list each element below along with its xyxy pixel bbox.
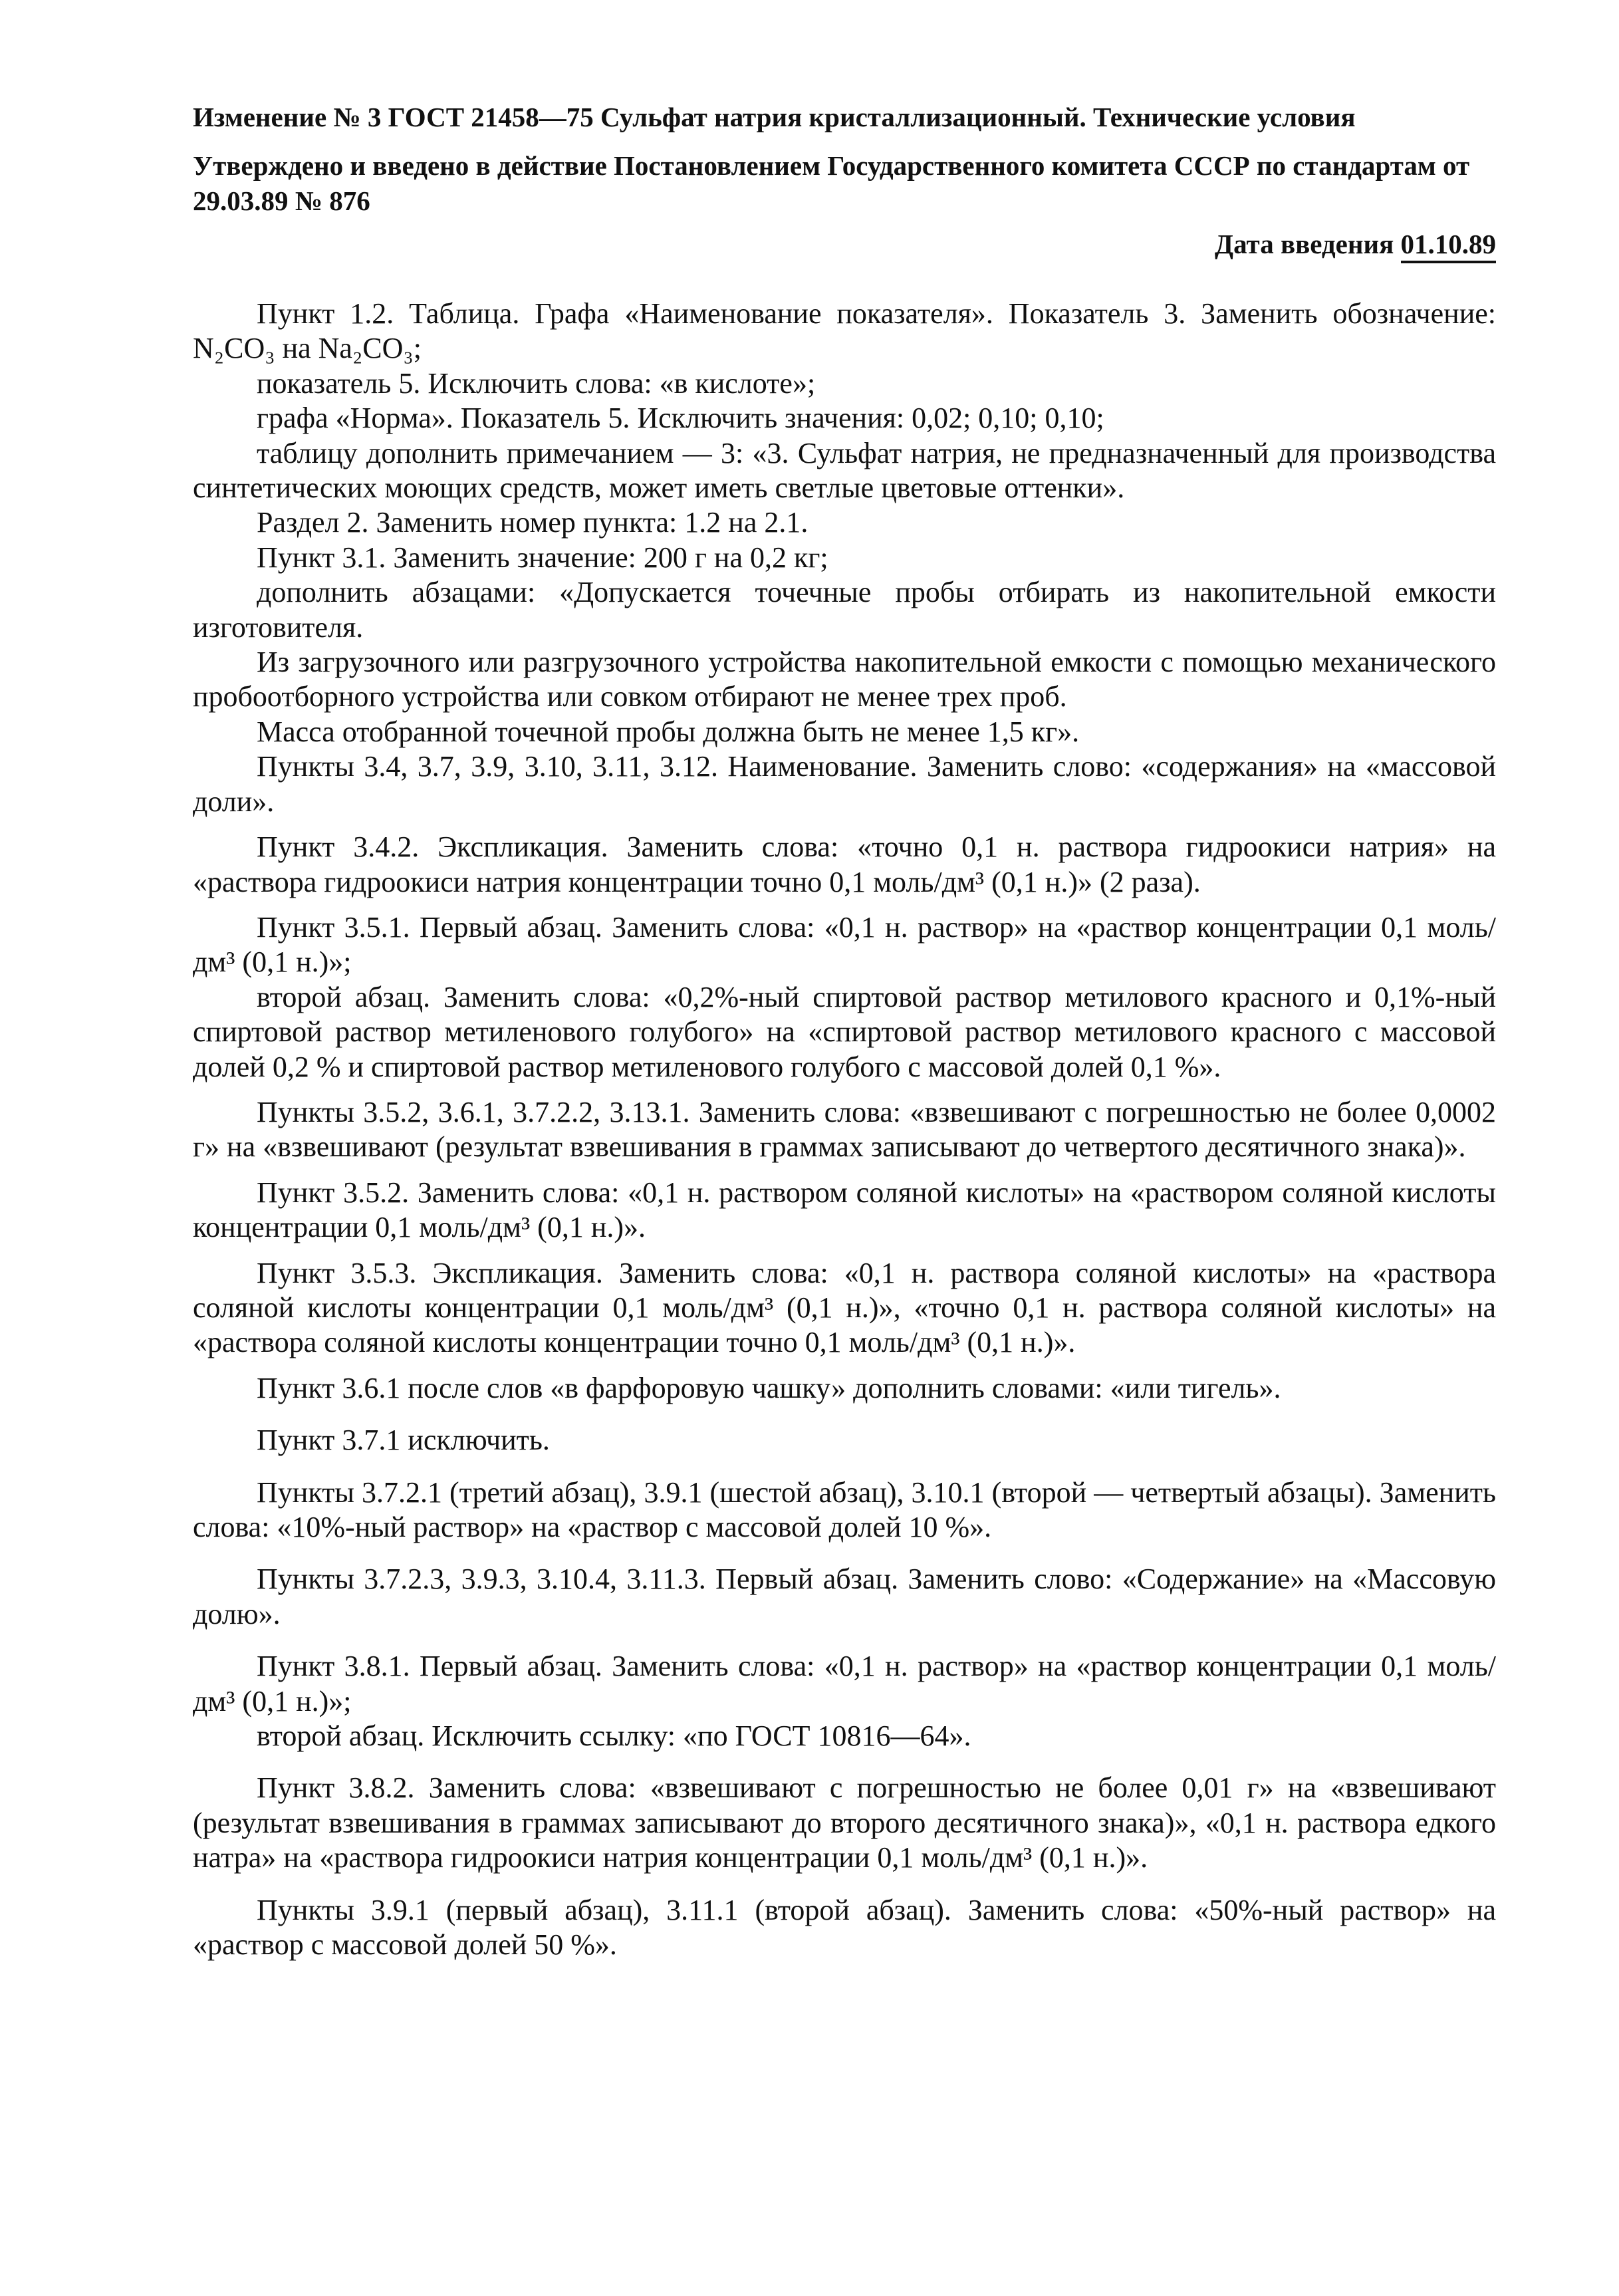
paragraph: Пункт 3.1. Заменить значение: 200 г на 0,2 кг; <box>257 541 828 574</box>
paragraph: Пункты 3.9.1 (первый абзац), 3.11.1 (второй абзац). Заменить слова: «50%-ный раствор» на «раствор с массовой долей 50 %». <box>193 1893 1496 1962</box>
paragraph: Пункты 3.7.2.1 (третий абзац), 3.9.1 (шестой абзац), 3.10.1 (второй — четвертый абзацы). Заменить слова: «10%-ный раствор» на «раствор с массовой долей 10 %». <box>193 1475 1496 1543</box>
paragraph: Пункт 3.5.2. Заменить слова: «0,1 н. раствором соляной кислоты» на «раствором соляной кислоты концентрации 0,1 моль/дм³ (0,1 н.)». <box>193 1176 1496 1244</box>
paragraph: Пункт 1.2. Таблица. Графа «Наименование показателя». Показатель 3. Заменить обозначение: N₂CO₃ на Na₂CO₃; <box>193 297 1496 365</box>
paragraph: графа «Норма». Показатель 5. Исключить значения: 0,02; 0,10; 0,10; <box>257 402 1104 435</box>
amendment-body <box>193 297 1496 1962</box>
paragraph: Масса отобранной точечной пробы должна быть не менее 1,5 кг». <box>257 715 1080 748</box>
paragraph: Пункт 3.5.1. Первый абзац. Заменить слова: «0,1 н. раствор» на «раствор концентрации 0,1 моль/дм³ (0,1 н.)»; <box>193 910 1496 979</box>
document-page <box>193 100 1496 1962</box>
paragraph: Пункт 3.8.1. Первый абзац. Заменить слова: «0,1 н. раствор» на «раствор концентрации 0,1 моль/дм³ (0,1 н.)»; <box>193 1650 1496 1718</box>
paragraph: Раздел 2. Заменить номер пункта: 1.2 на 2.1. <box>257 506 809 539</box>
paragraph: Пункты 3.5.2, 3.6.1, 3.7.2.2, 3.13.1. Заменить слова: «взвешивают с погрешностью не более 0,0002 г» на «взвешивают (результат взвешивания в граммах записывают до четвертого десятичного знака)». <box>193 1095 1496 1164</box>
paragraph: второй абзац. Заменить слова: «0,2%-ный спиртовой раствор метилового красного и 0,1%-ный спиртовой раствор метиленового голубого» на «спиртовой раствор метилового красного с массовой долей 0,2 % и спиртовой раствор метиленового голубого с массовой долей 0,1 %». <box>193 980 1496 1083</box>
paragraph: Пункт 3.7.1 исключить. <box>257 1424 550 1457</box>
effective-date <box>193 227 1496 262</box>
paragraph: Пункты 3.7.2.3, 3.9.3, 3.10.4, 3.11.3. Первый абзац. Заменить слово: «Содержание» на «Массовую долю». <box>193 1563 1496 1630</box>
approval-statement: Утверждено и введено в действие Постановлением Государственного комитета СССР по стандартам от 29.03.89 № 876 <box>193 150 1470 216</box>
paragraph: второй абзац. Исключить ссылку: «по ГОСТ 10816—64». <box>257 1720 971 1753</box>
paragraph: показатель 5. Исключить слова: «в кислоте»; <box>257 366 816 400</box>
paragraph: Пункт 3.8.2. Заменить слова: «взвешивают с погрешностью не более 0,01 г» на «взвешивают (результат взвешивания в граммах записывают до второго десятичного знака)», «0,1 н. раствора едкого натра» на «раствора гидроокиси натрия концентрации 0,1 моль/дм³ (0,1 н.)». <box>193 1771 1496 1874</box>
paragraph: Пункт 3.6.1 после слов «в фарфоровую чашку» дополнить словами: «или тигель». <box>257 1371 1281 1404</box>
paragraph: Пункт 3.5.3. Экспликация. Заменить слова: «0,1 н. раствора соляной кислоты» на «раствора соляной кислоты концентрации 0,1 моль/дм³ (0,1 н.)», «точно 0,1 н. раствора соляной кислоты» на «раствора соляной кислоты концентрации точно 0,1 моль/дм³ (0,1 н.)». <box>193 1256 1496 1359</box>
effective-date-value: 01.10.89 <box>1401 229 1497 263</box>
paragraph: таблицу дополнить примечанием — 3: «3. Сульфат натрия, не предназначенный для производства синтетических моющих средств, может иметь светлые цветовые оттенки». <box>193 436 1496 505</box>
effective-date-label: Дата введения <box>1214 229 1394 259</box>
document-header <box>193 100 1496 262</box>
paragraph: Пункт 3.4.2. Экспликация. Заменить слова: «точно 0,1 н. раствора гидроокиси натрия» на «раствора гидроокиси натрия концентрации точно 0,1 моль/дм³ (0,1 н.)» (2 раза). <box>193 830 1496 898</box>
paragraph: Пункты 3.4, 3.7, 3.9, 3.10, 3.11, 3.12. Наименование. Заменить слово: «содержания» на «массовой доли». <box>193 750 1496 818</box>
paragraph: дополнить абзацами: «Допускается точечные пробы отбирать из накопительной емкости изготовителя. <box>193 576 1496 644</box>
amendment-title: Изменение № 3 ГОСТ 21458—75 Сульфат натрия кристаллизационный. Технические условия <box>193 102 1356 132</box>
paragraph: Из загрузочного или разгрузочного устройства накопительной емкости с помощью механического пробоотборного устройства или совком отбирают не менее трех проб. <box>193 646 1496 713</box>
